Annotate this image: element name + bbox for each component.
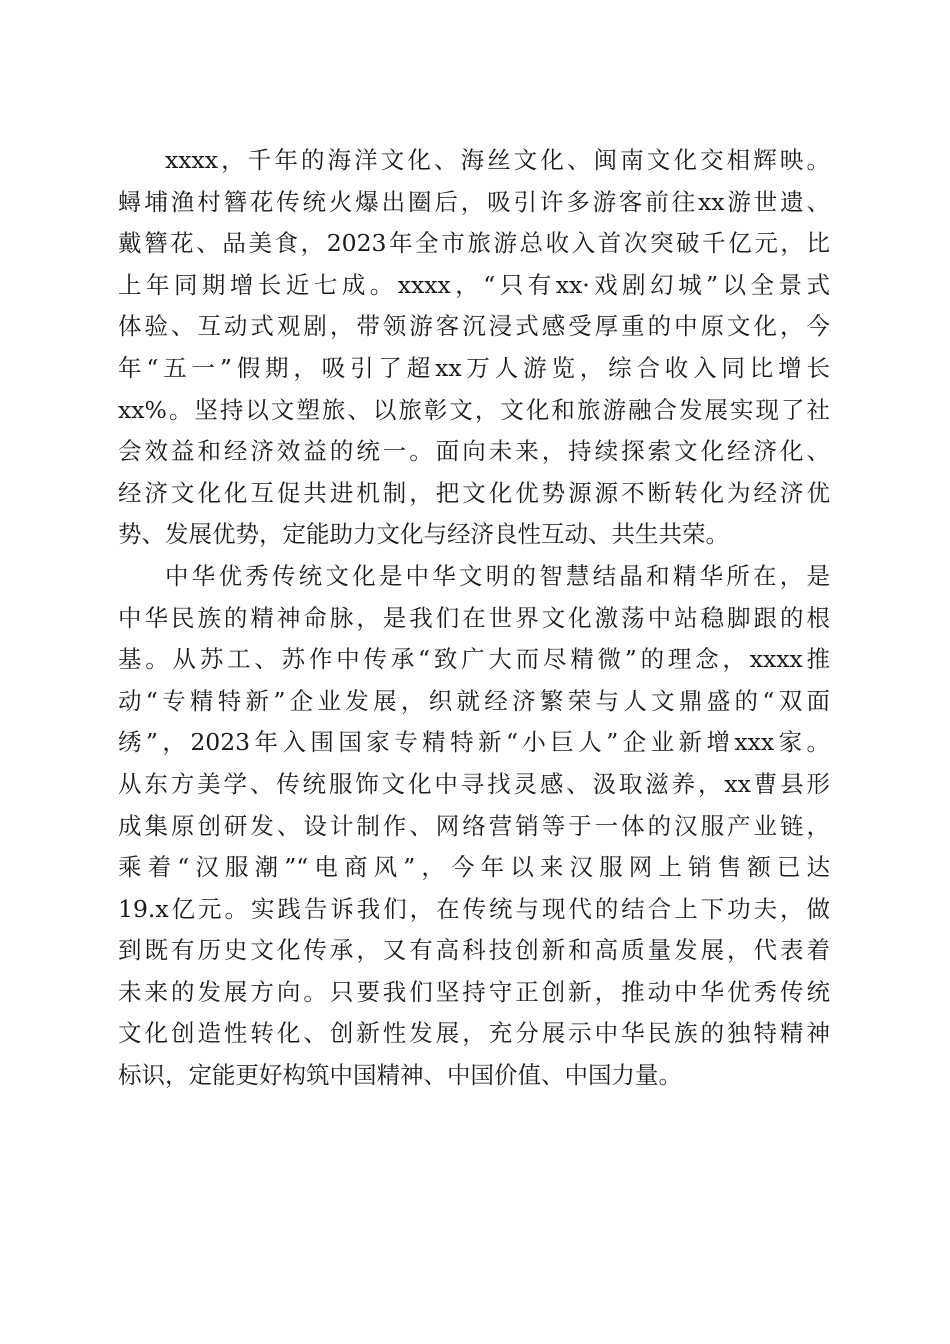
paragraph-1 — [118, 140, 830, 556]
paragraph-line: 势、发展优势，定能助力文化与经济良性互动、共生共荣。 — [118, 520, 729, 549]
paragraph-line: xx%。坚持以文塑旅、以旅彰文，文化和旅游融合发展实现了社 — [118, 395, 830, 424]
paragraph-line: 会效益和经济效益的统一。面向未来，持续探索文化经济化、 — [118, 437, 830, 466]
paragraph-line: 中华民族的精神命脉，是我们在世界文化激荡中站稳脚跟的根 — [118, 603, 830, 632]
paragraph-line: 基。从苏工、苏作中传承“致广大而尽精微”的理念，xxxx推 — [118, 645, 830, 674]
document-body — [118, 140, 830, 1097]
paragraph-line: 中华优秀传统文化是中华文明的智慧结晶和精华所在，是 — [165, 561, 830, 590]
paragraph-line: 未来的发展方向。只要我们坚持守正创新，推动中华优秀传统 — [118, 977, 830, 1006]
paragraph-line: 动“专精特新”企业发展，织就经济繁荣与人文鼎盛的“双面 — [118, 686, 830, 715]
paragraph-line: 19.x亿元。实践告诉我们，在传统与现代的结合上下功夫，做 — [118, 894, 830, 923]
paragraph-line: 绣”，2023年入围国家专精特新“小巨人”企业新增xxx家。 — [118, 728, 830, 757]
paragraph-line: 从东方美学、传统服饰文化中寻找灵感、汲取滋养，xx曹县形 — [118, 769, 830, 798]
paragraph-line: 上年同期增长近七成。xxxx，“只有xx·戏剧幻城”以全景式 — [118, 270, 830, 299]
paragraph-line: 文化创造性转化、创新性发展，充分展示中华民族的独特精神 — [118, 1019, 830, 1048]
paragraph-line: xxxx，千年的海洋文化、海丝文化、闽南文化交相辉映。 — [165, 146, 830, 174]
paragraph-line: 乘着“汉服潮”“电商风”，今年以来汉服网上销售额已达 — [118, 853, 830, 882]
paragraph-line: 成集原创研发、设计制作、网络营销等于一体的汉服产业链， — [118, 811, 830, 840]
paragraph-2 — [118, 556, 830, 1097]
paragraph-line: 经济文化化互促共进机制，把文化优势源源不断转化为经济优 — [118, 478, 830, 507]
paragraph-line: 体验、互动式观剧，带领游客沉浸式感受厚重的中原文化，今 — [118, 312, 830, 341]
paragraph-line: 标识，定能更好构筑中国精神、中国价值、中国力量。 — [118, 1061, 682, 1090]
paragraph-line: 到既有历史文化传承，又有高科技创新和高质量发展，代表着 — [118, 936, 830, 965]
paragraph-line: 年“五一”假期，吸引了超xx万人游览，综合收入同比增长 — [118, 353, 830, 382]
paragraph-line: 戴簪花、品美食，2023年全市旅游总收入首次突破千亿元，比 — [118, 229, 830, 258]
paragraph-line: 蟳埔渔村簪花传统火爆出圈后，吸引许多游客前往xx游世遗、 — [118, 187, 830, 216]
